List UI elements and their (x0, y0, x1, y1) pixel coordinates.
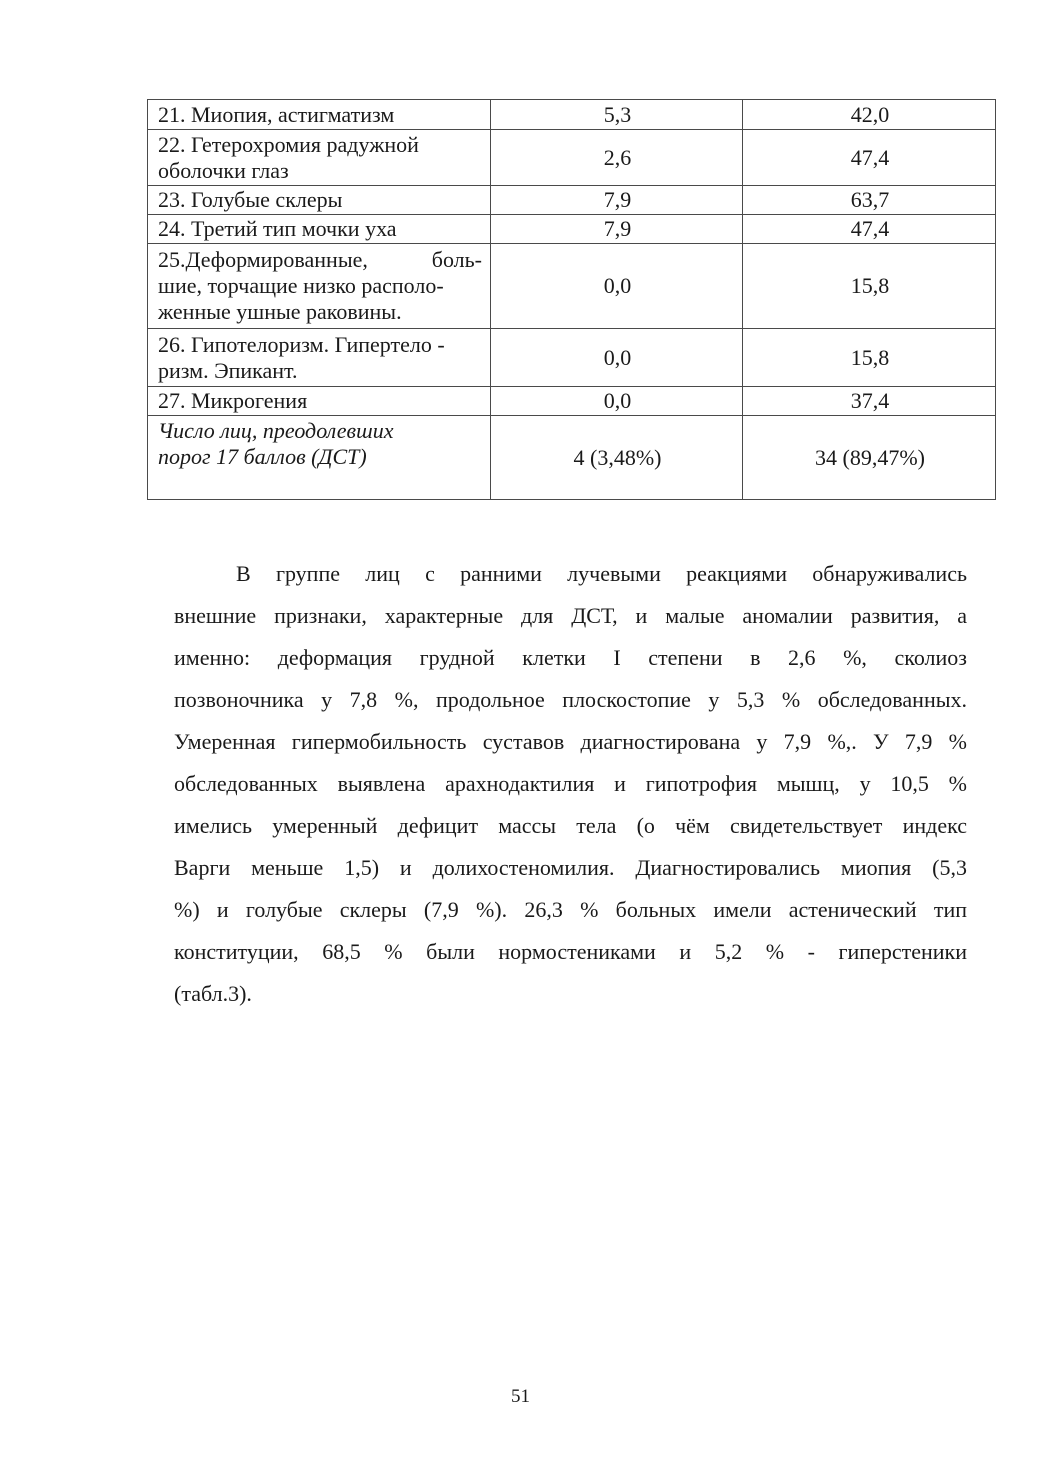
table-row (148, 215, 996, 244)
row-label-line: 22. Гетерохромия радужной (158, 131, 419, 157)
row-label: 23. Голубые склеры (148, 186, 491, 215)
row-label-line: 25.Деформированные, боль- (158, 247, 482, 272)
row-label-line: шие, торчащие низко располо- (158, 273, 444, 298)
row-value-1: 7,9 (491, 215, 743, 244)
table-row (148, 186, 996, 215)
row-value-1: 0,0 (491, 329, 743, 387)
row-label-line: 26. Гипотелоризм. Гипертело - (158, 331, 445, 357)
table-row (148, 100, 996, 130)
paragraph-line: %) и голубые склеры (7,9 %). 26,3 % больных имели астенический тип (174, 897, 967, 922)
paragraph-line: (табл.3). (174, 981, 252, 1006)
row-label (148, 130, 491, 186)
paragraph-line: внешние признаки, характерные для ДСТ, и малые аномалии развития, а (174, 603, 967, 628)
paragraph-line: Варги меньше 1,5) и долихостеномилия. Диагностировались миопия (5,3 (174, 855, 967, 880)
table-row (148, 387, 996, 416)
summary-label-line: Число лиц, преодолевших (158, 418, 394, 443)
paragraph-line: имелись умеренный дефицит массы тела (о чём свидетельствует индекс (174, 813, 967, 838)
table-row (148, 329, 996, 387)
table-row (148, 130, 996, 186)
row-value-1: 5,3 (491, 100, 743, 130)
row-label: 27. Микрогения (148, 387, 491, 416)
row-label (148, 329, 491, 387)
row-label-line: оболочки глаз (158, 157, 289, 183)
row-value-1: 0,0 (491, 244, 743, 329)
data-table (147, 99, 996, 500)
row-label: 24. Третий тип мочки уха (148, 215, 491, 244)
row-label-line: женные ушные раковины. (158, 299, 402, 324)
row-value-2: 15,8 (743, 329, 996, 387)
summary-label-line: порог 17 баллов (ДСТ) (158, 444, 367, 469)
row-label (148, 244, 491, 329)
row-value-2: 42,0 (743, 100, 996, 130)
row-value-1: 2,6 (491, 130, 743, 186)
row-value-2: 47,4 (743, 215, 996, 244)
row-value-2: 15,8 (743, 244, 996, 329)
table-row (148, 244, 996, 329)
summary-label (148, 416, 491, 500)
paragraph-line: именно: деформация грудной клетки I степени в 2,6 %, сколиоз (174, 645, 967, 670)
row-value-1: 0,0 (491, 387, 743, 416)
paragraph-line: конституции, 68,5 % были нормостениками и 5,2 % - гиперстеники (174, 939, 967, 964)
page-number: 51 (511, 1386, 530, 1407)
paragraph-line: Умеренная гипермобильность суставов диагностирована у 7,9 %,. У 7,9 % (174, 729, 967, 754)
row-value-2: 47,4 (743, 130, 996, 186)
row-value-1: 7,9 (491, 186, 743, 215)
row-label-line: ризм. Эпикант. (158, 357, 298, 383)
summary-value-1: 4 (3,48%) (491, 416, 743, 500)
row-value-2: 37,4 (743, 387, 996, 416)
summary-value-2: 34 (89,47%) (743, 416, 996, 500)
table-summary-row (148, 416, 996, 500)
body-paragraph (174, 553, 967, 1015)
paragraph-line: В группе лиц с ранними лучевыми реакциями обнаруживались (236, 561, 967, 586)
row-value-2: 63,7 (743, 186, 996, 215)
paragraph-line: обследованных выявлена арахнодактилия и гипотрофия мышц, у 10,5 % (174, 771, 967, 796)
row-label: 21. Миопия, астигматизм (148, 100, 491, 130)
paragraph-line: позвоночника у 7,8 %, продольное плоскостопие у 5,3 % обследованных. (174, 687, 967, 712)
